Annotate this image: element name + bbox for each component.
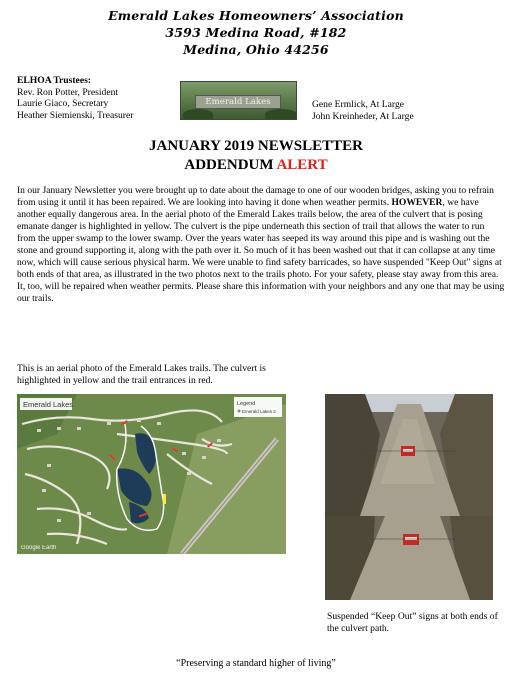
trustee-name: Rev. Ron Potter, President	[17, 86, 119, 98]
trail-photo-graphic	[325, 516, 493, 600]
culvert-marker	[163, 494, 166, 504]
house	[157, 422, 161, 425]
trustee-name: Heather Siemienski, Treasurer	[17, 109, 134, 121]
house	[187, 472, 191, 475]
house	[137, 419, 141, 422]
keep-out-sign-photo-1	[325, 394, 493, 516]
house	[57, 519, 61, 522]
trustee-name: Laurie Giaco, Secretary	[17, 98, 109, 110]
body-paragraph	[17, 185, 505, 305]
map-title-label: Emerald Lakes	[23, 400, 74, 409]
legend-title: Legend	[237, 401, 256, 407]
subtitle-prefix: ADDENDUM	[184, 157, 277, 173]
association-address: 3593 Medina Road, #182	[165, 25, 347, 40]
legend-marker-icon	[238, 410, 241, 413]
newsletter-title: JANUARY 2019 NEWSLETTER	[149, 138, 363, 154]
shrub-shape	[265, 109, 297, 119]
newsletter-subtitle	[0, 157, 512, 174]
trail-photo-graphic	[325, 394, 493, 516]
house	[57, 427, 61, 430]
association-city: Medina, Ohio 44256	[183, 42, 329, 57]
house	[47, 464, 51, 467]
entrance-sign	[195, 95, 281, 109]
aerial-trail-map	[17, 394, 286, 554]
emerald-lakes-sign-photo	[180, 81, 297, 120]
association-name: Emerald Lakes Homeowners’ Association	[108, 8, 404, 23]
house	[77, 427, 81, 430]
house	[202, 456, 206, 459]
footer-motto: “Preserving a standard higher of living”	[176, 658, 336, 669]
keep-out-sign-photo-2	[325, 516, 493, 600]
photos-caption: Suspended “Keep Out” signs at both ends of the culvert path.	[327, 611, 498, 634]
aerial-map-graphic	[17, 394, 286, 554]
body-emphasis: HOWEVER	[391, 196, 443, 208]
map-legend	[234, 397, 282, 417]
map-watermark: Google Earth	[21, 545, 57, 551]
house	[107, 422, 111, 425]
alert-word: ALERT	[276, 157, 328, 173]
house	[37, 429, 41, 432]
house	[42, 489, 46, 492]
trustee-name: Gene Ermlick, At Large	[312, 99, 404, 110]
body-text-part: , we have another equally dangerous area. In the aerial photo of the Emerald Lakes trails below, the area of the culvert that is posing emanate danger is highlighted in yellow. The culvert is the pipe underneath this section of trail that allows the water to run from the upper swamp to the lower swamp. Over the years water has seeped its way around this pipe and is washing out the stone and ground supporting it, along with the path over it. So much of it has been washed out that it can collapse at any time now, which will cause serious physical harm. We were unable to find safety barricades, so have suspended "Keep Out" signs at both ends of that area, as illustrated in the two photos next to the trails photo. For your safety, please stay away from this area. It, too, will be repaired when weather permits. Please share this information with your neighbors and any one that may be using our trails.	[17, 196, 505, 304]
trustee-name: John Kreinheder, At Large	[312, 110, 414, 122]
map-caption: This is an aerial photo of the Emerald Lakes trails. The culvert is highlighted in yellow and the trail entrances in red.	[17, 363, 266, 386]
entrance-sign-text: Emerald Lakes	[205, 97, 271, 107]
body-text-part: In our January Newsletter you were brought up to date about the damage to one of our wooden bridges, asking you to refrain from using it until it has been repaired. We are looking into having it done when weather permits.	[17, 185, 494, 208]
trustees-label: ELHOA Trustees:	[17, 75, 91, 86]
house	[87, 512, 91, 515]
house	[217, 439, 221, 442]
sign-text-stripe	[403, 449, 413, 452]
trustees-right-column	[312, 99, 502, 122]
house	[182, 452, 186, 455]
shrub-shape	[183, 109, 213, 119]
sign-text-stripe	[405, 537, 417, 540]
legend-item: Emerald Lakes 2	[242, 409, 276, 414]
